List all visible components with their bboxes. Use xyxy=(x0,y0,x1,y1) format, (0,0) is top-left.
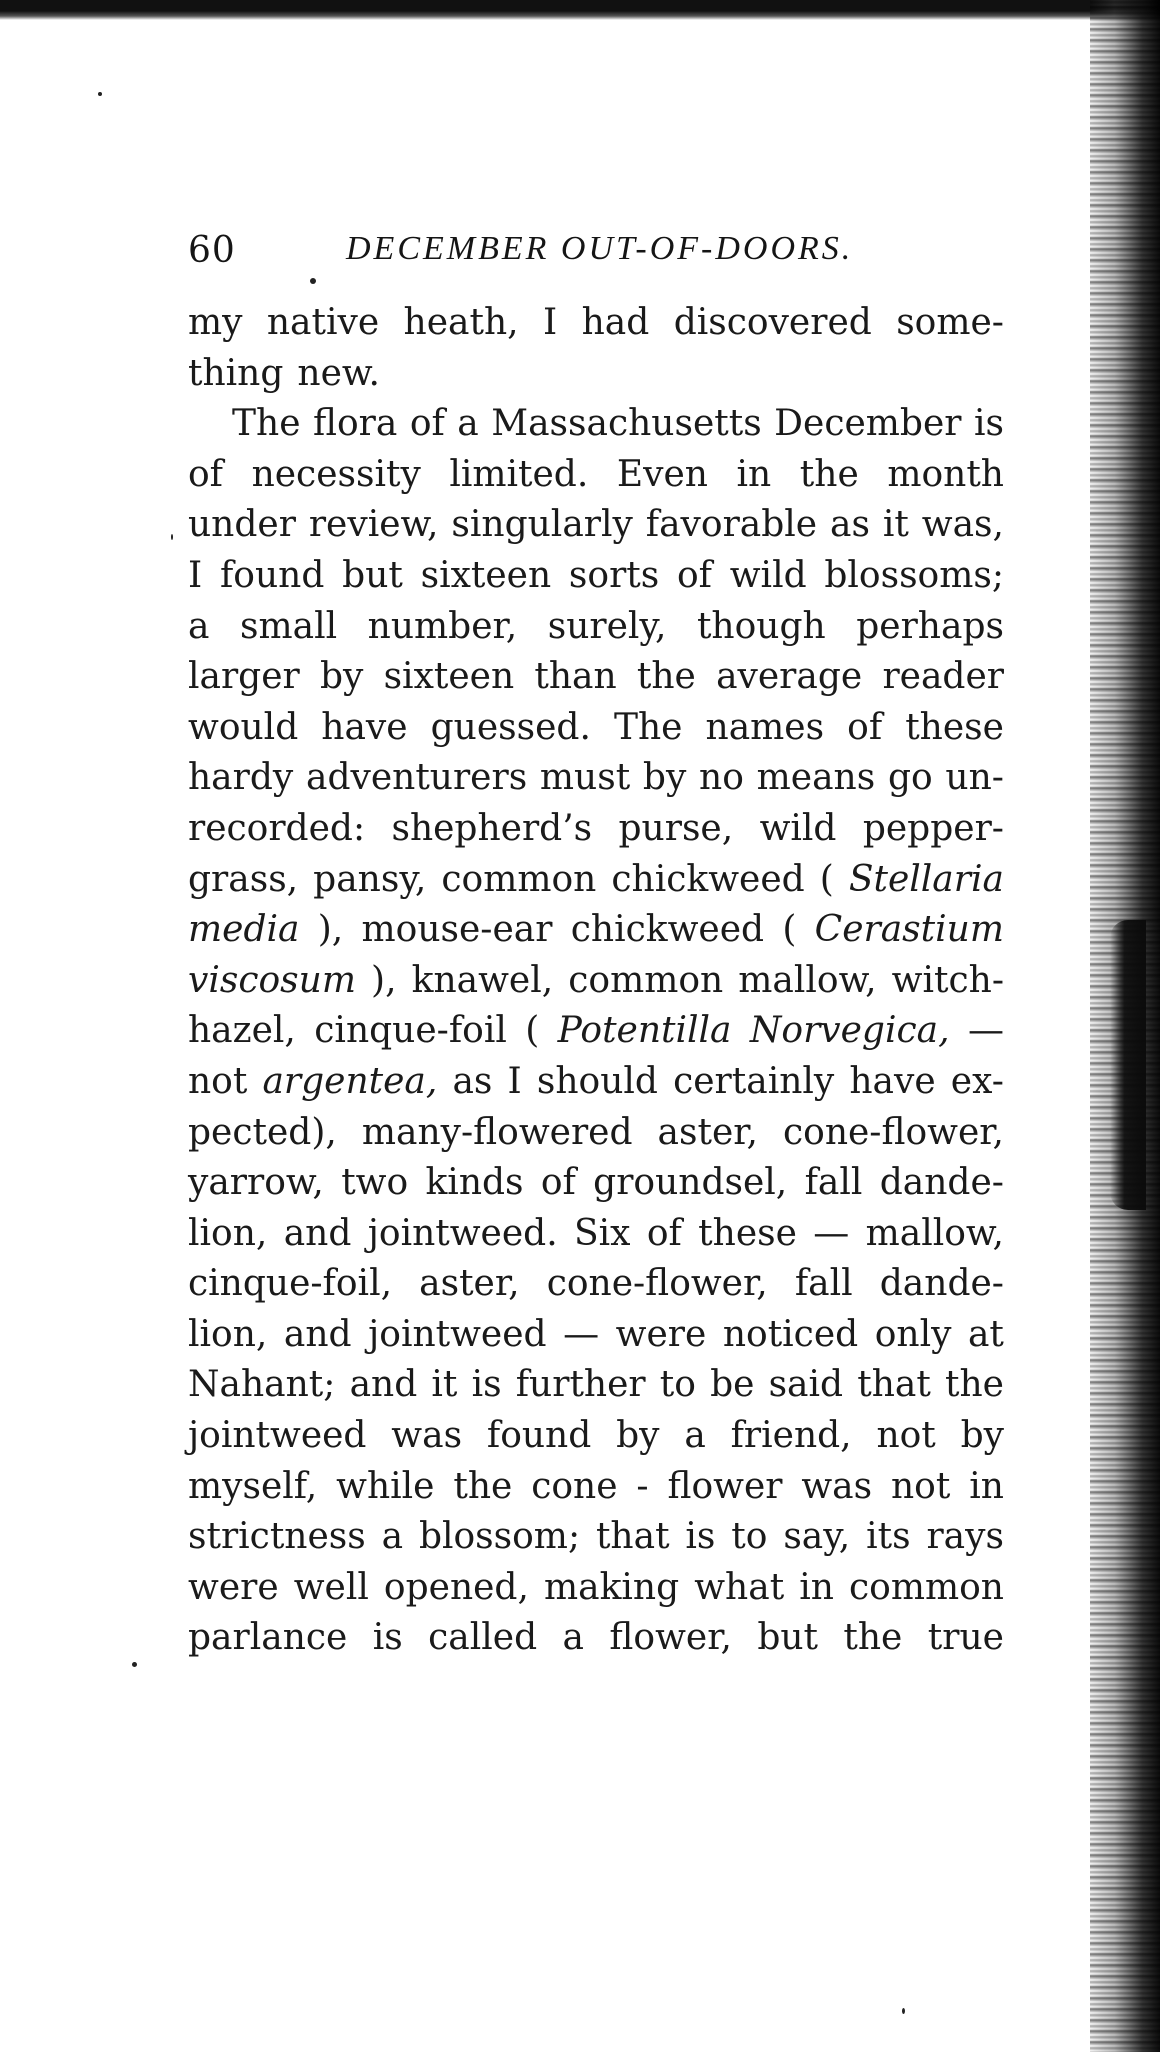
word: what xyxy=(694,1566,785,1608)
word: dande- xyxy=(879,1162,1004,1204)
word: Potentilla xyxy=(557,1010,732,1052)
word: month xyxy=(887,453,1004,495)
word: friend, xyxy=(730,1415,852,1457)
word: jointweed. xyxy=(367,1212,558,1254)
word: lion, xyxy=(188,1313,268,1355)
word: grass, xyxy=(188,858,299,900)
word: it xyxy=(431,1364,458,1406)
word: pansy, xyxy=(313,858,427,900)
word: rays xyxy=(926,1516,1004,1558)
word: by xyxy=(616,1415,660,1457)
word: Massachusetts xyxy=(491,403,762,445)
word: had xyxy=(581,302,650,343)
word: is xyxy=(471,1364,502,1406)
text-line xyxy=(188,1512,1004,1563)
word: cone xyxy=(531,1465,618,1507)
word: flower xyxy=(667,1465,783,1507)
word: not xyxy=(188,1060,248,1102)
word: groundsel, xyxy=(593,1162,788,1204)
word: a xyxy=(381,1516,404,1558)
word: chickweed xyxy=(611,858,805,900)
text-line xyxy=(188,298,1004,349)
word: fall xyxy=(804,1162,863,1204)
word: shepherd’s xyxy=(391,807,593,849)
word: by xyxy=(960,1415,1004,1457)
word: were xyxy=(615,1313,707,1355)
word: these xyxy=(905,706,1004,748)
word: said xyxy=(768,1364,844,1406)
word: of xyxy=(646,1212,682,1254)
word: mallow, xyxy=(738,959,877,1001)
word: found xyxy=(486,1415,592,1457)
text-line xyxy=(188,450,1004,501)
text-line xyxy=(188,1360,1004,1411)
word: would xyxy=(188,706,299,748)
word: Six xyxy=(574,1212,631,1254)
page-number: 60 xyxy=(188,230,236,271)
word: under xyxy=(188,504,296,546)
word: mouse-ear xyxy=(361,909,553,951)
word: the xyxy=(799,453,859,495)
word: than xyxy=(534,656,617,698)
text-line xyxy=(188,1563,1004,1614)
word: a xyxy=(188,605,210,647)
text-line xyxy=(188,602,1004,653)
word: sorts xyxy=(568,554,660,596)
word: sixteen xyxy=(383,656,515,698)
word: it xyxy=(882,504,909,546)
word: common xyxy=(568,959,724,1001)
text-line xyxy=(188,349,1004,400)
word: that xyxy=(595,1516,670,1558)
text-line xyxy=(188,753,1004,804)
word: not xyxy=(876,1415,936,1457)
word: certainly xyxy=(673,1060,835,1102)
word: number, xyxy=(367,605,518,647)
word: making xyxy=(544,1566,680,1608)
word: — xyxy=(967,1010,1004,1052)
word: ( xyxy=(525,1010,540,1052)
word: of xyxy=(409,403,445,445)
word: aster, xyxy=(419,1263,520,1305)
word: The xyxy=(232,403,301,445)
word: jointweed xyxy=(368,1313,547,1355)
word: I xyxy=(507,1060,522,1102)
word: December xyxy=(774,403,962,445)
word: by xyxy=(319,656,364,698)
word: of xyxy=(676,554,712,596)
scan-speck xyxy=(98,92,102,96)
word: to xyxy=(659,1364,696,1406)
word: hardy xyxy=(188,757,294,799)
text-line xyxy=(188,1108,1004,1159)
word: chickweed xyxy=(570,909,765,951)
word: blossoms; xyxy=(824,554,1004,596)
word: found xyxy=(219,554,325,596)
word: media xyxy=(188,909,300,951)
word: ex- xyxy=(950,1060,1004,1102)
text-line xyxy=(188,1310,1004,1361)
word: yarrow, xyxy=(188,1162,324,1204)
word: aster, xyxy=(657,1111,758,1153)
word: mallow, xyxy=(865,1212,1004,1254)
word: cinque-foil, xyxy=(188,1263,393,1305)
word: limited. xyxy=(449,453,589,495)
word: I xyxy=(188,554,203,596)
word: Nahant; xyxy=(188,1364,336,1406)
page-header xyxy=(188,222,1008,282)
running-head: DECEMBER OUT-OF-DOORS. xyxy=(346,230,854,267)
word: to xyxy=(731,1516,768,1558)
word: though xyxy=(696,605,826,647)
word: as xyxy=(452,1060,493,1102)
word: and xyxy=(349,1364,418,1406)
word: a xyxy=(684,1415,706,1457)
text-line xyxy=(188,703,1004,754)
text-line xyxy=(188,1158,1004,1209)
text-line xyxy=(188,551,1004,602)
word: lion, xyxy=(188,1212,268,1254)
text-line xyxy=(188,1209,1004,1260)
word: that xyxy=(857,1364,931,1406)
word: cinque-foil xyxy=(314,1010,507,1052)
word: hazel, xyxy=(188,1010,296,1052)
word: should xyxy=(536,1060,658,1102)
word: some- xyxy=(896,302,1004,343)
word: wild xyxy=(729,554,807,596)
word: Norvegica, xyxy=(749,1010,950,1052)
word: is xyxy=(372,1617,403,1659)
word: pepper- xyxy=(862,807,1004,849)
word: sixteen xyxy=(420,554,552,596)
word: a xyxy=(457,403,479,445)
word: thing xyxy=(188,352,284,394)
scan-speck xyxy=(902,2008,905,2014)
word: discovered xyxy=(673,302,872,343)
word: two xyxy=(341,1162,409,1204)
word: guessed. xyxy=(430,706,591,748)
word: common xyxy=(849,1566,1004,1608)
word: by xyxy=(642,757,687,799)
word: say, xyxy=(783,1516,851,1558)
word: adventurers xyxy=(305,757,528,799)
word: be xyxy=(710,1364,755,1406)
word: surely, xyxy=(547,605,667,647)
word: the xyxy=(453,1465,513,1507)
word: was xyxy=(391,1415,463,1457)
scan-speck xyxy=(132,1662,137,1667)
word: heath, xyxy=(403,302,519,343)
text-line xyxy=(188,1462,1004,1513)
text-line xyxy=(188,1006,1004,1057)
word: as xyxy=(830,504,870,546)
text-line xyxy=(188,905,1004,956)
word: I xyxy=(543,302,558,343)
word: flower, xyxy=(609,1617,732,1659)
word: these xyxy=(698,1212,797,1254)
word: blossom; xyxy=(418,1516,581,1558)
word: no xyxy=(699,757,744,799)
word: only xyxy=(874,1313,952,1355)
word: of xyxy=(188,453,223,495)
scan-binding-shadow xyxy=(1110,920,1146,1210)
word: and xyxy=(283,1212,352,1254)
word: small xyxy=(240,605,338,647)
word: witch- xyxy=(891,959,1004,1001)
word: parlance xyxy=(188,1617,348,1659)
scan-top-edge xyxy=(0,0,1160,20)
word: and xyxy=(283,1313,352,1355)
word: must xyxy=(539,757,631,799)
word: larger xyxy=(188,656,300,698)
word: the xyxy=(944,1364,1004,1406)
word: the xyxy=(636,656,696,698)
word: necessity xyxy=(251,453,421,495)
word: The xyxy=(613,706,683,748)
word: jointweed xyxy=(188,1415,367,1457)
word: true xyxy=(927,1617,1004,1659)
word: means xyxy=(756,757,876,799)
word: opened, xyxy=(383,1566,529,1608)
word: native xyxy=(266,302,380,343)
text-line xyxy=(188,804,1004,855)
word: is xyxy=(685,1516,716,1558)
word: common xyxy=(441,858,597,900)
word: well xyxy=(293,1566,369,1608)
word: argentea, xyxy=(262,1060,438,1102)
word: while xyxy=(336,1465,435,1507)
word: ( xyxy=(782,909,797,951)
word: myself, xyxy=(188,1465,318,1507)
word: fall xyxy=(794,1263,853,1305)
word: new. xyxy=(297,352,380,394)
word: many-flowered xyxy=(361,1111,633,1153)
word: names xyxy=(705,706,825,748)
word: at xyxy=(967,1313,1004,1355)
word: kinds xyxy=(425,1162,524,1204)
word: noticed xyxy=(722,1313,859,1355)
word: a xyxy=(562,1617,585,1659)
word: called xyxy=(428,1617,538,1659)
word: Cerastium xyxy=(814,909,1004,951)
word: have xyxy=(849,1060,936,1102)
word: was xyxy=(801,1465,873,1507)
word: ( xyxy=(819,858,834,900)
text-line xyxy=(188,1259,1004,1310)
word: favorable xyxy=(645,504,818,546)
word: review, xyxy=(308,504,439,546)
word: the xyxy=(843,1617,903,1659)
word: my xyxy=(188,302,243,343)
word: reader xyxy=(882,656,1004,698)
scan-speck xyxy=(171,534,173,540)
word: further xyxy=(515,1364,646,1406)
text-line xyxy=(188,1613,1004,1664)
word: — xyxy=(563,1313,600,1355)
word: singularly xyxy=(451,504,633,546)
text-line xyxy=(188,399,1004,450)
word: recorded: xyxy=(188,807,366,849)
word: Even xyxy=(616,453,708,495)
word: in xyxy=(736,453,772,495)
word: ), xyxy=(371,959,397,1001)
word: ), xyxy=(317,909,344,951)
word: purse, xyxy=(618,807,734,849)
word: cone-flower, xyxy=(782,1111,1004,1153)
word: is xyxy=(973,403,1004,445)
text-line xyxy=(188,652,1004,703)
word: but xyxy=(757,1617,819,1659)
word: - xyxy=(636,1465,649,1507)
word: — xyxy=(813,1212,850,1254)
word: of xyxy=(847,706,883,748)
text-line xyxy=(188,1057,1004,1108)
text-line xyxy=(188,956,1004,1007)
word: flora xyxy=(312,403,398,445)
text-line xyxy=(188,500,1004,551)
word: Stellaria xyxy=(848,858,1004,900)
body-text xyxy=(188,298,1004,1664)
word: have xyxy=(321,706,408,748)
word: was, xyxy=(921,504,1004,546)
word: were xyxy=(188,1566,279,1608)
word: go xyxy=(887,757,933,799)
word: un- xyxy=(945,757,1004,799)
word: not xyxy=(890,1465,951,1507)
word: strictness xyxy=(188,1516,366,1558)
word: dande- xyxy=(879,1263,1004,1305)
word: but xyxy=(342,554,403,596)
word: average xyxy=(716,656,863,698)
word: knawel, xyxy=(411,959,554,1001)
word: in xyxy=(799,1566,834,1608)
word: of xyxy=(540,1162,576,1204)
word: in xyxy=(969,1465,1004,1507)
word: wild xyxy=(759,807,837,849)
word: cone-flower, xyxy=(546,1263,768,1305)
word: pected), xyxy=(188,1111,337,1153)
word: perhaps xyxy=(856,605,1004,647)
text-line xyxy=(188,855,1004,906)
word: its xyxy=(866,1516,911,1558)
word: viscosum xyxy=(188,959,356,1001)
text-line xyxy=(188,1411,1004,1462)
